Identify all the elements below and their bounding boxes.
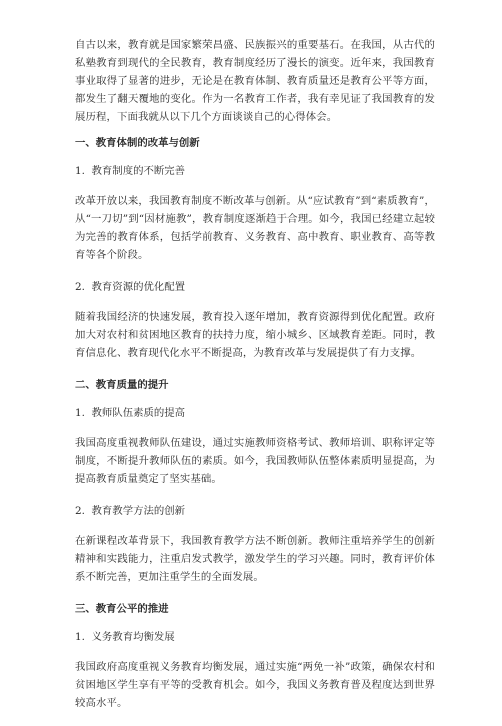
subsection-text-system: 改革开放以来，我国教育制度不断改革与创新。从“应试教育”到“素质教育”，从“一刀切”到“因材施教”，教育制度逐渐趋于合理。如今，我国已经建立起较为完善的教育体系，包括学前教育、义务教育、高中教育、职业教育、高等教育等各个阶段。 <box>75 195 435 261</box>
subsection-text-resources: 随着我国经济的快速发展，教育投入逐年增加，教育资源得到优化配置。政府加大对农村和贫困地区教育的扶持力度，缩小城乡、区域教育差距。同时，教育信息化、教育现代化水平不断提高，为教育改革与发展提供了有力支撑。 <box>75 311 435 359</box>
subsection-text-teachers: 我国高度重视教师队伍建设，通过实施教师资格考试、教师培训、职称评定等制度，不断提升教师队伍的素质。如今，我国教师队伍整体素质明显提高，为提高教育质量奠定了坚实基础。 <box>75 437 435 485</box>
section-heading-quality: 二、教育质量的提升 <box>75 379 169 391</box>
intro-paragraph: 自古以来，教育就是国家繁荣昌盛、民族振兴的重要基石。在我国，从古代的私塾教育到现代的全民教育，教育制度经历了漫长的演变。近年来，我国教育事业取得了显著的进步，无论是在教育体制、教育质量还是教育公平等方面，都发生了翻天覆地的变化。作为一名教育工作者，我有幸见证了我国教育的发展历程，下面我就从以下几个方面谈谈自己的心得体会。 <box>75 39 435 123</box>
subsection-heading-teachers: 1. 教师队伍素质的提高 <box>75 407 186 419</box>
document-body <box>75 36 435 726</box>
subsection-heading-resources: 2. 教育资源的优化配置 <box>75 281 186 293</box>
subsection-heading-methods: 2. 教育教学方法的创新 <box>75 505 186 517</box>
subsection-text-compulsory: 我国政府高度重视义务教育均衡发展，通过实施“两免一补”政策，确保农村和贫困地区学生享有平等的受教育机会。如今，我国义务教育普及程度达到世界较高水平。 <box>75 661 435 709</box>
subsection-heading-system: 1. 教育制度的不断完善 <box>75 165 186 177</box>
section-heading-equity: 三、教育公平的推进 <box>75 603 169 615</box>
subsection-text-methods: 在新课程改革背景下，我国教育教学方法不断创新。教师注重培养学生的创新精神和实践能力，注重启发式教学，激发学生的学习兴趣。同时，教育评价体系不断完善，更加注重学生的全面发展。 <box>75 535 435 583</box>
section-heading-reform: 一、教育体制的改革与创新 <box>75 137 200 149</box>
subsection-heading-compulsory: 1. 义务教育均衡发展 <box>75 631 175 643</box>
